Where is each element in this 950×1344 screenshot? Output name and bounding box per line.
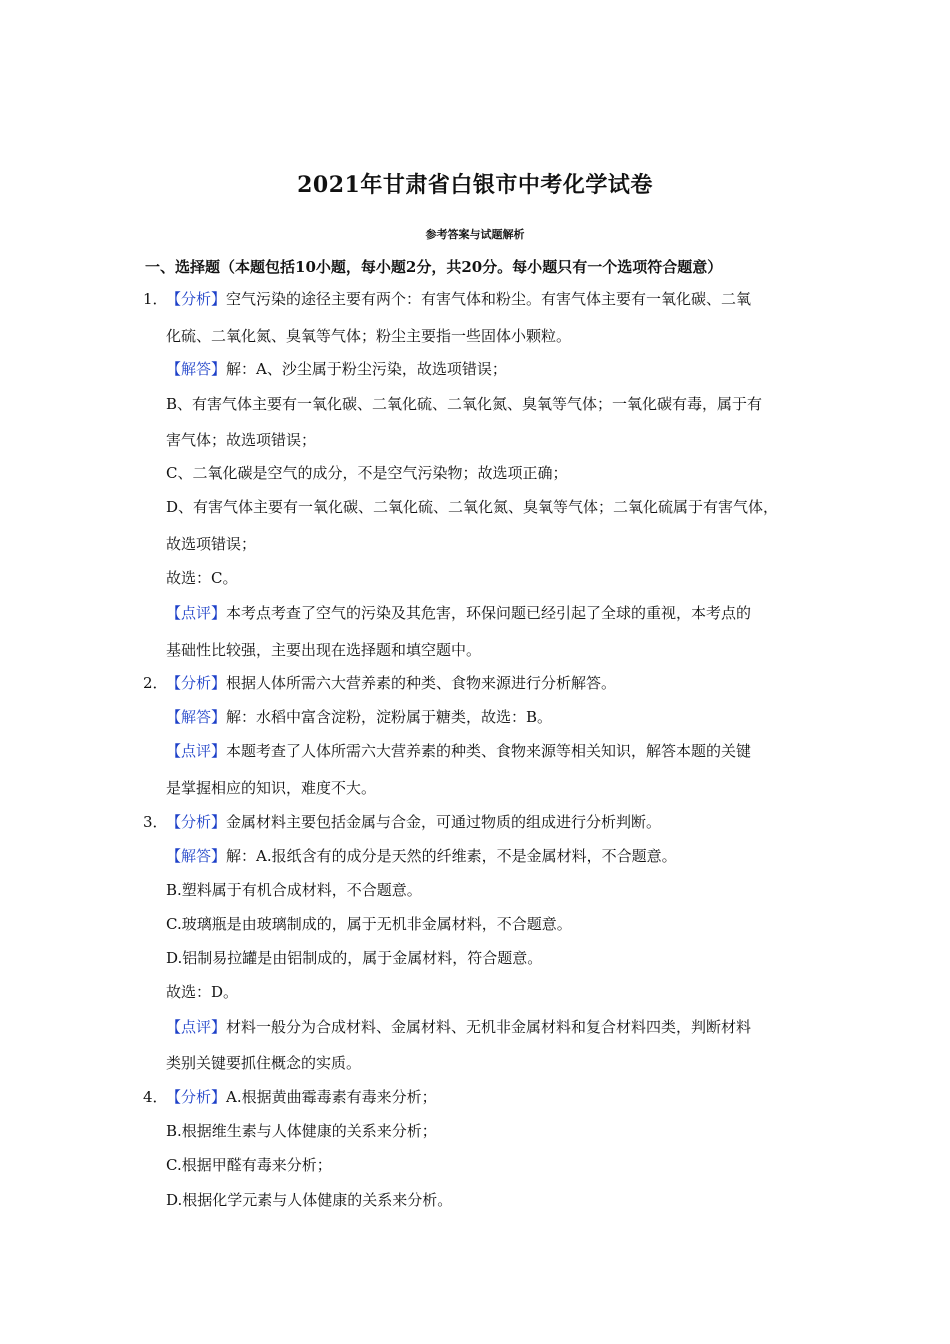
comment-line	[166, 741, 751, 761]
analysis-text: 根据人体所需六大营养素的种类、食物来源进行分析解答。	[226, 674, 617, 692]
question-number: 2．	[143, 674, 168, 692]
answer-tag: 【解答】	[166, 708, 227, 726]
analysis-text: A.根据黄曲霉毒素有毒来分析；	[226, 1088, 437, 1106]
answer-text: C、二氧化碳是空气的成分，不是空气污染物；故选项正确；	[166, 464, 568, 482]
analysis-line	[166, 812, 661, 832]
analysis-tag: 【分析】	[166, 1088, 227, 1106]
answer-text: 故选：C。	[166, 569, 238, 587]
question-number: 1．	[143, 290, 168, 308]
answer-line	[166, 846, 677, 866]
comment-line	[166, 1017, 751, 1037]
answer-tag: 【解答】	[166, 847, 227, 865]
answer-text: 解：水稻中富含淀粉，淀粉属于糖类，故选：B。	[226, 708, 553, 726]
question-number: 3．	[143, 813, 168, 831]
comment-tag: 【点评】	[166, 1018, 227, 1036]
analysis-line	[166, 673, 616, 693]
answer-line	[166, 707, 552, 727]
answer-line	[166, 359, 507, 379]
answer-text: 害气体；故选项错误；	[166, 431, 317, 449]
comment-text: 是掌握相应的知识，难度不大。	[166, 779, 377, 797]
analysis-text: D.根据化学元素与人体健康的关系来分析。	[166, 1191, 453, 1209]
comment-tag: 【点评】	[166, 742, 227, 760]
analysis-text: 金属材料主要包括金属与合金，可通过物质的组成进行分析判断。	[226, 813, 662, 831]
comment-tag: 【点评】	[166, 604, 227, 622]
answer-text: B.塑料属于有机合成材料，不合题意。	[166, 881, 422, 899]
analysis-tag: 【分析】	[166, 674, 227, 692]
analysis-line	[166, 289, 751, 309]
page-title: 2021年甘肃省白银市中考化学试卷	[297, 172, 653, 198]
comment-text: 基础性比较强，主要出现在选择题和填空题中。	[166, 641, 482, 659]
analysis-text: C.根据甲醛有毒来分析；	[166, 1156, 332, 1174]
answer-text: 解：A.报纸含有的成分是天然的纤维素，不是金属材料，不合题意。	[226, 847, 677, 865]
answer-text: 故选：D。	[166, 983, 239, 1001]
answer-text: D、有害气体主要有一氧化碳、二氧化硫、二氧化氮、臭氧等气体；二氧化硫属于有害气体，	[166, 498, 779, 516]
answer-text: D.铝制易拉罐是由铝制成的，属于金属材料，符合题意。	[166, 949, 543, 967]
analysis-text: 空气污染的途径主要有两个：有害气体和粉尘。有害气体主要有一氧化碳、二氧	[226, 290, 752, 308]
comment-text: 本考点考查了空气的污染及其危害，环保问题已经引起了全球的重视，本考点的	[226, 604, 752, 622]
comment-line	[166, 603, 751, 623]
page-subtitle: 参考答案与试题解析	[425, 228, 525, 241]
question-number: 4．	[143, 1088, 168, 1106]
analysis-line	[166, 1087, 437, 1107]
answer-text: B、有害气体主要有一氧化碳、二氧化硫、二氧化氮、臭氧等气体；一氧化碳有毒，属于有	[166, 395, 763, 413]
answer-text: C.玻璃瓶是由玻璃制成的，属于无机非金属材料，不合题意。	[166, 915, 572, 933]
answer-tag: 【解答】	[166, 360, 227, 378]
answer-text: 故选项错误；	[166, 535, 257, 553]
section-heading: 一、选择题（本题包括10小题，每小题2分，共20分。每小题只有一个选项符合题意）	[145, 258, 723, 276]
comment-text: 材料一般分为合成材料、金属材料、无机非金属材料和复合材料四类，判断材料	[226, 1018, 752, 1036]
answer-text: 解：A、沙尘属于粉尘污染，故选项错误；	[226, 360, 507, 378]
comment-text: 本题考查了人体所需六大营养素的种类、食物来源等相关知识，解答本题的关键	[226, 742, 752, 760]
analysis-tag: 【分析】	[166, 813, 227, 831]
analysis-text: 化硫、二氧化氮、臭氧等气体；粉尘主要指一些固体小颗粒。	[166, 327, 572, 345]
analysis-tag: 【分析】	[166, 290, 227, 308]
comment-text: 类别关键要抓住概念的实质。	[166, 1054, 362, 1072]
analysis-text: B.根据维生素与人体健康的关系来分析；	[166, 1122, 437, 1140]
